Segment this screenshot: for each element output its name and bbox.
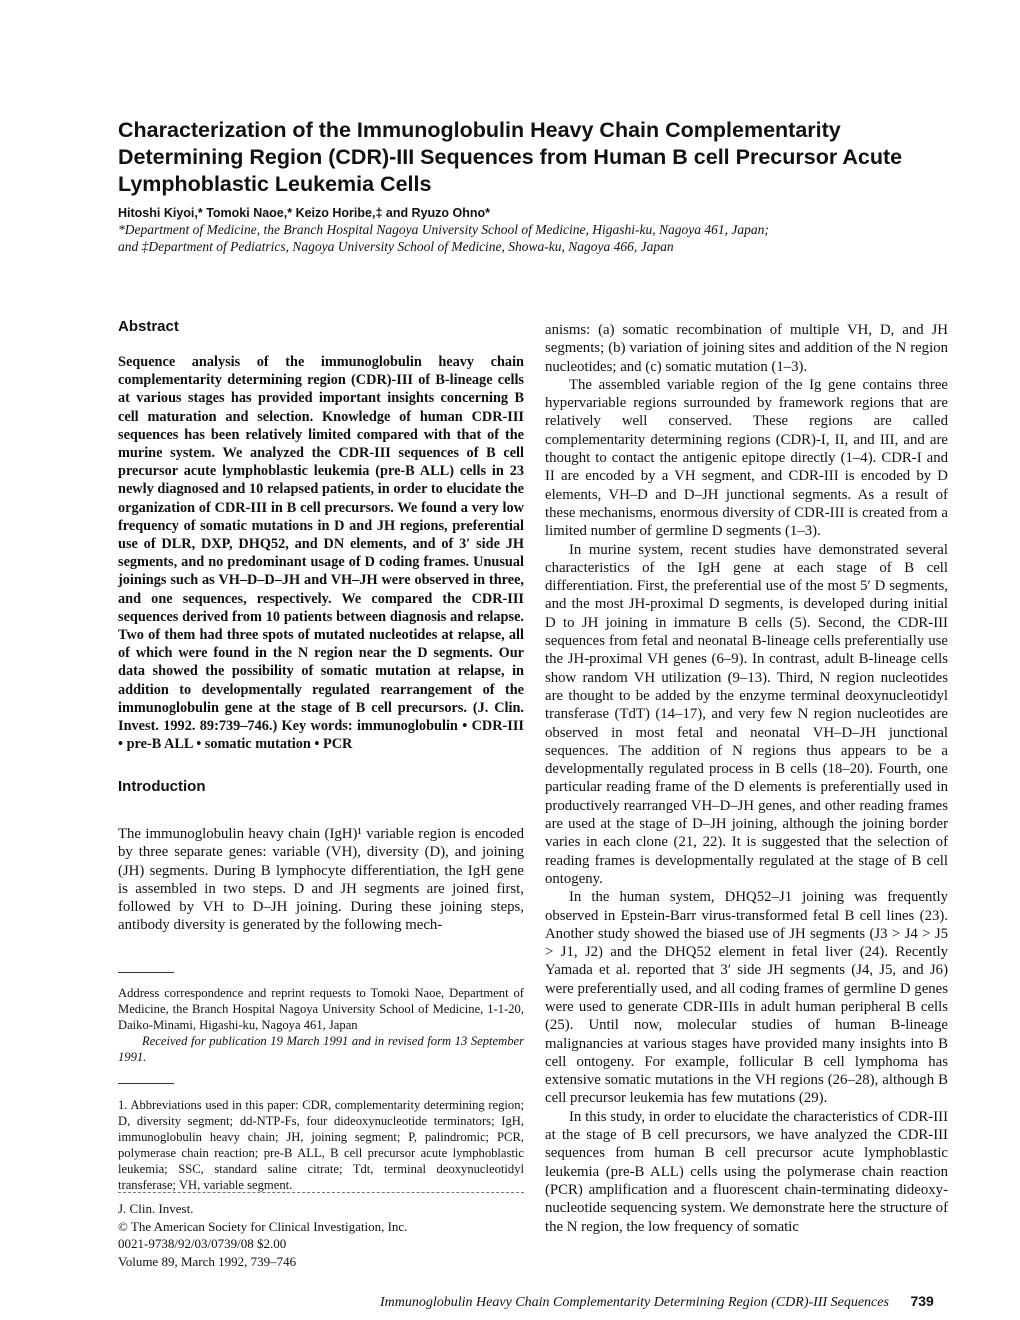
correspondence-footnote bbox=[118, 985, 524, 1065]
issn-line: 0021-9738/92/03/0739/08 $2.00 bbox=[118, 1236, 287, 1251]
abstract-section bbox=[118, 318, 524, 753]
abbreviations-text: 1. Abbreviations used in this paper: CDR, complementarity determining region; D, diversity segment; dd-NTP-Fs, four dideoxynucleotide terminators; IgH, immunoglobulin heavy chain; JH, joining segment; P, palindromic; PCR, polymerase chain reaction; pre-B ALL, B cell precursor acute lymphoblastic leukemia; SSC, standard saline citrate; Tdt, terminal deoxynucleotidyl transferase; VH, variable segment. bbox=[118, 1098, 524, 1192]
introduction-text: The immunoglobulin heavy chain (IgH)¹ variable region is encoded by three separate genes: variable (VH), diversity (D), and joining (JH) segments. During B lymphocyte differentiation, the IgH gene is assembled in two steps. D and JH segments are joined first, followed by VH to D–JH joining. During these joining steps, antibody diversity is generated by the following mech- bbox=[118, 826, 524, 934]
abstract-heading: Abstract bbox=[118, 318, 179, 335]
affiliation-2: and ‡Department of Pediatrics, Nagoya University School of Medicine, Showa-ku, Nagoya 466, Japan bbox=[118, 239, 674, 254]
article-title: Characterization of the Immunoglobulin Heavy Chain Complementarity Determining Region (CDR)-III Sequences from Human B cell Precursor Acute Lymphoblastic Leukemia Cells bbox=[118, 118, 903, 196]
page-number: 739 bbox=[910, 1293, 934, 1309]
author-list: Hitoshi Kiyoi,* Tomoki Naoe,* Keizo Horibe,‡ and Ryuzo Ohno* bbox=[118, 206, 491, 220]
footnote-rule bbox=[118, 972, 174, 973]
volume-line: Volume 89, March 1992, 739–746 bbox=[118, 1253, 297, 1269]
running-footer bbox=[380, 1293, 950, 1311]
introduction-heading: Introduction bbox=[118, 778, 206, 795]
abstract-text: Sequence analysis of the immunoglobulin heavy chain complementarity determining region (CDR)-III of B-lineage cells at various stages has provided important insights concerning B cell maturation and selection. Knowledge of human CDR-III sequences has been relatively limited compared with that of the murine system. We analyzed the CDR-III sequences of B cell precursor acute lymphoblastic leukemia (pre-B ALL) cells in 23 newly diagnosed and 10 relapsed patients, in order to elucidate the organization of CDR-III in B cell precursors. We found a very low frequency of somatic mutations in D and JH regions, preferential use of DLR, DXP, DHQ52, and DN elements, and of 3′ side JH segments, and no predominant usage of D coding frames. Unusual joinings such as VH–D–D–JH and VH–JH were observed in three, and one sequences, respectively. We compared the CDR-III sequences derived from 10 patients between diagnosis and relapse. Two of them had three spots of mutated nucleotides at relapse, all of which were found in the N region near the D segments. Our data showed the possibility of somatic mutation at relapse, in addition to developmentally regulated rearrangement of the immunoglobulin gene at the stage of B cell precursors. (J. Clin. Invest. 1992. 89:739–746.) Key words: immunoglobulin • CDR-III • pre-B ALL • somatic mutation • PCR bbox=[118, 354, 524, 753]
correspondence-text: Address correspondence and reprint requests to Tomoki Naoe, Department of Medicine, the Branch Hospital Nagoya University School of Medicine, 1-1-20, Daiko-Minami, Higashi-ku, Nagoya 461, Japan bbox=[118, 986, 524, 1032]
abbreviations-footnote bbox=[118, 1097, 524, 1193]
journal-name: J. Clin. Invest. bbox=[118, 1201, 194, 1216]
paragraph-4: In the human system, DHQ52–J1 joining was frequently observed in Epstein-Barr virus-transformed fetal B cell lines (23). Another study showed the biased use of JH segments (J3 > J4 > J5 > J1, J2) and the DHQ52 element in fetal liver (24). Recently Yamada et al. reported that 3′ side JH segments (J4, J5, and J6) were preferentially used, and all coding frames of germline D genes were used to generate CDR-IIIs in adult human peripheral B cells (25). Until now, molecular studies of human B-lineage malignancies at various stages have provided many insights into B cell ontogeny. For example, follicular B cell lymphoma has extensive somatic mutations in the VH regions (26–28), although B cell precursor leukemia has few mutations (29). bbox=[545, 889, 948, 1107]
copyright-line: © The American Society for Clinical Investigation, Inc. bbox=[118, 1218, 408, 1234]
paragraph-1: anisms: (a) somatic recombination of multiple VH, D, and JH segments; (b) variation of joining sites and addition of the N region nucleotides; and (c) somatic mutation (1–3). bbox=[545, 322, 948, 375]
paragraph-2: The assembled variable region of the Ig gene contains three hypervariable regions surrounded by framework regions that are relatively well conserved. These regions are called complementarity determining regions (CDR)-I, II, and III, and are thought to contact the antigenic epitope directly (1–4). CDR-I and II are encoded by a VH segment, and CDR-III is encoded by D elements, VH–D and D–JH junctional segments. As a result of these mechanisms, enormous diversity of CDR-III is created from a limited number of germline D segments (1–3). bbox=[545, 376, 948, 540]
running-title: Immunoglobulin Heavy Chain Complementarity Determining Region (CDR)-III Sequences bbox=[380, 1295, 889, 1310]
paragraph-3: In murine system, recent studies have demonstrated several characteristics of the IgH gene at each stage of B cell differentiation. First, the preferential use of the most 5′ D segments, and the most JH-proximal D segments, is developed during initial D to JH joining in immature B cells (5). Second, the CDR-III sequences from fetal and neonatal B-lineage cells preferentially use the JH-proximal VH genes (6–9). In contrast, adult B-lineage cells show random VH utilization (9–13). Third, N region nucleotides are thought to be added by the enzyme terminal deoxynucleotidyl transferase (TdT) (14–17), and very few N region nucleotides are observed in most fetal and neonatal VH–D–JH junctional sequences. The addition of N regions thus appears to be a developmentally regulated process in B cells (18–20). Fourth, one particular reading frame of the D elements is preferentially used in productively rearranged VH–D–JH genes, and other reading frames are used at the stage of D–JH joining, although the joining border varies in each clone (21, 22). It is suggested that the selection of reading frames is developmentally regulated at the stage of B cell ontogeny. bbox=[545, 541, 948, 887]
affiliations bbox=[118, 221, 978, 255]
journal-info bbox=[118, 1200, 524, 1270]
journal-rule bbox=[118, 1192, 524, 1193]
paragraph-5: In this study, in order to elucidate the characteristics of CDR-III at the stage of B cell precursors, we have analyzed the CDR-III sequences from human B cell precursor acute lymphoblastic leukemia (pre-B ALL) cells using the polymerase chain reaction (PCR) amplification and a fluorescent chain-terminating dideoxy-nucleotide sequencing system. We demonstrate here the structure of the N region, the low frequency of somatic bbox=[545, 1108, 948, 1235]
abbrev-rule bbox=[118, 1083, 174, 1084]
body-right-column bbox=[545, 321, 948, 1236]
affiliation-1: *Department of Medicine, the Branch Hospital Nagoya University School of Medicine, Higashi-ku, Nagoya 461, Japan; bbox=[118, 222, 769, 237]
received-text: Received for publication 19 March 1991 and in revised form 13 September 1991. bbox=[118, 1034, 524, 1064]
introduction-section bbox=[118, 778, 524, 935]
